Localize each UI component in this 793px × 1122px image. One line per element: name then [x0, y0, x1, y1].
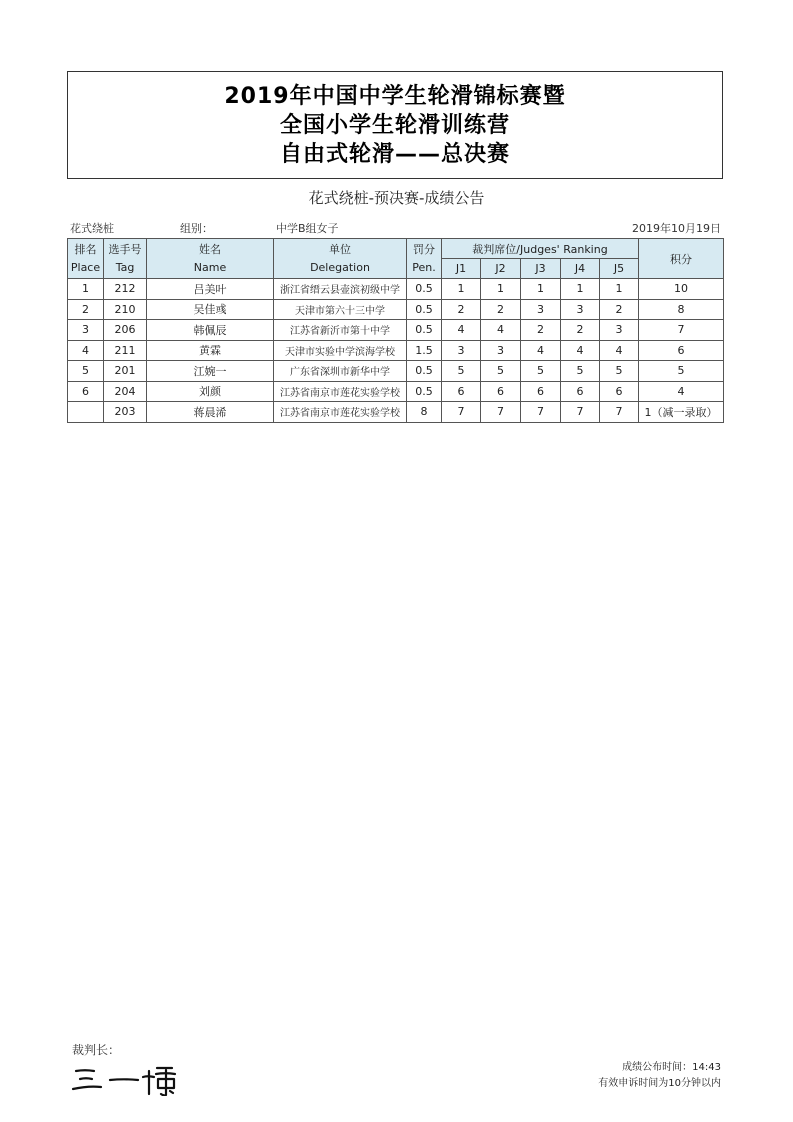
cell-score: 5: [639, 361, 724, 382]
header-penalty: 罚分 Pen.: [407, 239, 442, 279]
cell-j4: 7: [561, 402, 600, 423]
cell-j2: 2: [481, 299, 521, 320]
cell-j2: 5: [481, 361, 521, 382]
header-j3: J3: [521, 259, 561, 279]
cell-j5: 3: [600, 320, 639, 341]
cell-j2: 1: [481, 279, 521, 300]
header-tag: 选手号 Tag: [104, 239, 147, 279]
cell-place: [68, 402, 104, 423]
cell-j5: 5: [600, 361, 639, 382]
cell-score: 4: [639, 381, 724, 402]
cell-penalty: 0.5: [407, 320, 442, 341]
event-label: 花式绕桩: [70, 222, 114, 235]
header-row-top: [68, 239, 724, 259]
cell-j3: 5: [521, 361, 561, 382]
cell-j1: 5: [442, 361, 481, 382]
header-j4: J4: [561, 259, 600, 279]
cell-name: 吕美叶: [147, 279, 274, 300]
cell-j1: 4: [442, 320, 481, 341]
cell-j2: 6: [481, 381, 521, 402]
cell-j5: 7: [600, 402, 639, 423]
cell-delegation: 江苏省南京市莲花实验学校: [274, 402, 407, 423]
table-row: [68, 381, 724, 402]
header-delegation: 单位 Delegation: [274, 239, 407, 279]
cell-score: 6: [639, 340, 724, 361]
cell-j4: 1: [561, 279, 600, 300]
cell-place: 6: [68, 381, 104, 402]
cell-j3: 4: [521, 340, 561, 361]
cell-j5: 6: [600, 381, 639, 402]
header-j2: J2: [481, 259, 521, 279]
appeal-note: 有效申诉时间为10分钟以内: [598, 1078, 721, 1089]
cell-name: 吴佳彧: [147, 299, 274, 320]
cell-j5: 2: [600, 299, 639, 320]
cell-j4: 4: [561, 340, 600, 361]
cell-j1: 3: [442, 340, 481, 361]
cell-score: 10: [639, 279, 724, 300]
cell-penalty: 0.5: [407, 381, 442, 402]
cell-j3: 7: [521, 402, 561, 423]
publish-time: 成绩公布时间：14:43: [622, 1062, 721, 1073]
page-subtitle: 花式绕桩-预决赛-成绩公告: [308, 189, 485, 207]
cell-penalty: 0.5: [407, 279, 442, 300]
cell-j5: 4: [600, 340, 639, 361]
cell-penalty: 0.5: [407, 299, 442, 320]
cell-place: 2: [68, 299, 104, 320]
cell-name: 刘颜: [147, 381, 274, 402]
cell-j2: 3: [481, 340, 521, 361]
table-row: [68, 320, 724, 341]
cell-delegation: 江苏省南京市莲花实验学校: [274, 381, 407, 402]
cell-tag: 204: [104, 381, 147, 402]
cell-j4: 3: [561, 299, 600, 320]
table-row: [68, 279, 724, 300]
cell-tag: 211: [104, 340, 147, 361]
cell-name: 韩佩辰: [147, 320, 274, 341]
cell-j3: 1: [521, 279, 561, 300]
cell-penalty: 0.5: [407, 361, 442, 382]
cell-place: 1: [68, 279, 104, 300]
title-box: [67, 71, 723, 179]
title-line-3: 自由式轮滑——总决赛: [279, 141, 510, 167]
cell-penalty: 1.5: [407, 340, 442, 361]
header-score: 积分: [639, 239, 724, 279]
cell-place: 3: [68, 320, 104, 341]
cell-j4: 6: [561, 381, 600, 402]
cell-j1: 2: [442, 299, 481, 320]
cell-place: 5: [68, 361, 104, 382]
cell-delegation: 浙江省缙云县壶滨初级中学: [274, 279, 407, 300]
cell-j4: 2: [561, 320, 600, 341]
cell-score: 7: [639, 320, 724, 341]
cell-name: 江婉一: [147, 361, 274, 382]
title-line-2: 全国小学生轮滑训练营: [279, 112, 510, 138]
results-table: [67, 238, 724, 423]
cell-j1: 1: [442, 279, 481, 300]
table-row: [68, 340, 724, 361]
cell-delegation: 天津市实验中学滨海学校: [274, 340, 407, 361]
cell-tag: 210: [104, 299, 147, 320]
header-judges: 裁判席位/Judges' Ranking: [442, 239, 639, 259]
cell-penalty: 8: [407, 402, 442, 423]
cell-j3: 3: [521, 299, 561, 320]
cell-j3: 6: [521, 381, 561, 402]
cell-j5: 1: [600, 279, 639, 300]
cell-delegation: 天津市第六十三中学: [274, 299, 407, 320]
cell-score: 8: [639, 299, 724, 320]
header-j5: J5: [600, 259, 639, 279]
group-label: 组别：: [180, 222, 213, 235]
header-place: 排名 Place: [68, 239, 104, 279]
cell-tag: 203: [104, 402, 147, 423]
chief-judge-signature: [70, 1062, 182, 1096]
cell-name: 黄霖: [147, 340, 274, 361]
cell-j4: 5: [561, 361, 600, 382]
cell-j1: 6: [442, 381, 481, 402]
cell-tag: 212: [104, 279, 147, 300]
cell-j2: 4: [481, 320, 521, 341]
title-line-1: 2019年中国中学生轮滑锦标赛暨: [224, 83, 566, 109]
header-j1: J1: [442, 259, 481, 279]
cell-delegation: 广东省深圳市新华中学: [274, 361, 407, 382]
cell-name: 蒋晨浠: [147, 402, 274, 423]
cell-tag: 201: [104, 361, 147, 382]
cell-tag: 206: [104, 320, 147, 341]
cell-j3: 2: [521, 320, 561, 341]
table-row: [68, 299, 724, 320]
date-label: 2019年10月19日: [632, 222, 721, 235]
chief-judge-label: 裁判长：: [72, 1043, 121, 1057]
group-value: 中学B组女子: [276, 222, 339, 235]
table-row: [68, 361, 724, 382]
cell-delegation: 江苏省新沂市第十中学: [274, 320, 407, 341]
cell-j2: 7: [481, 402, 521, 423]
cell-place: 4: [68, 340, 104, 361]
footer-notes: [598, 1060, 721, 1092]
header-name: 姓名 Name: [147, 239, 274, 279]
cell-j1: 7: [442, 402, 481, 423]
table-row: [68, 402, 724, 423]
cell-score: 1（减一录取）: [639, 402, 724, 423]
